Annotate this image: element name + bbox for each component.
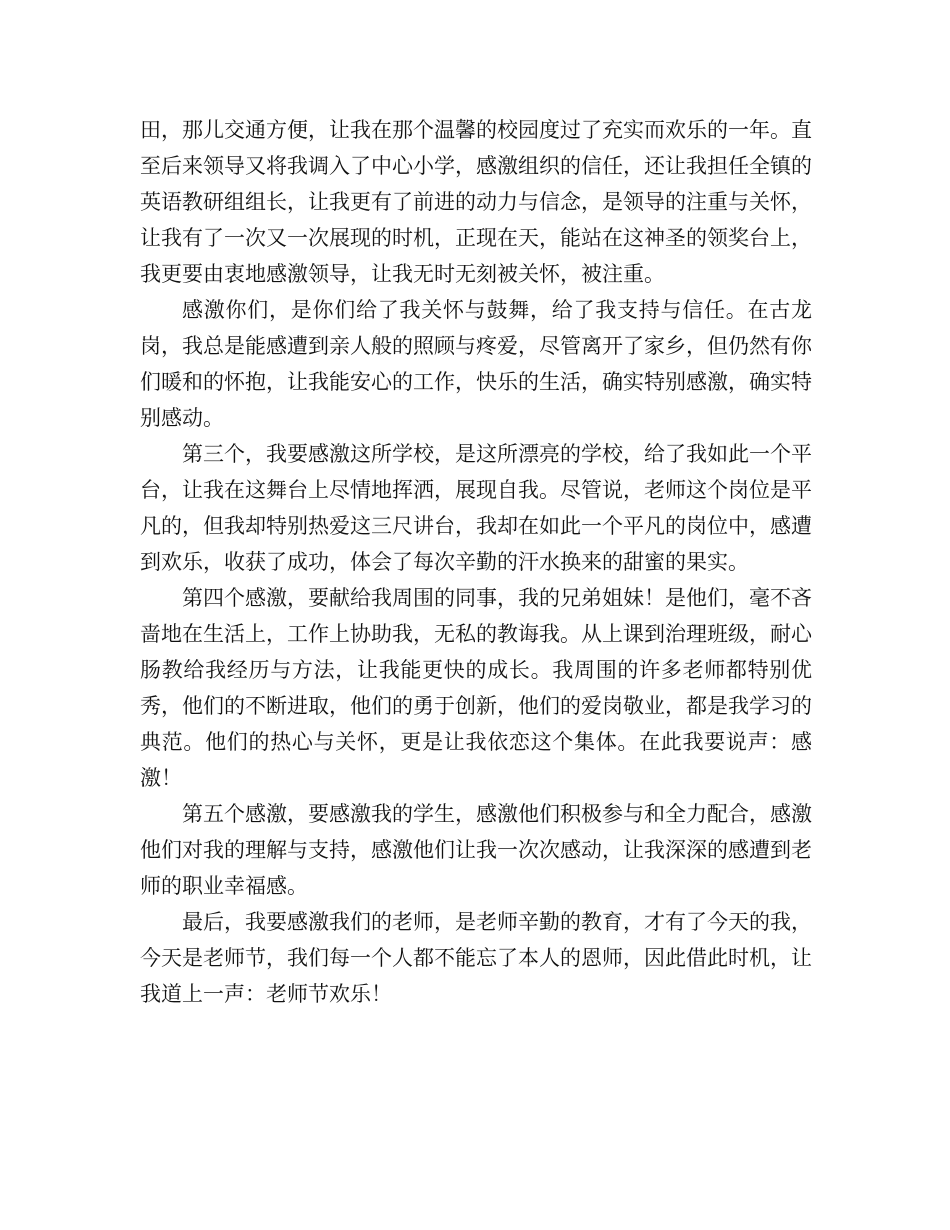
paragraph-2: 感激你们，是你们给了我关怀与鼓舞，给了我支持与信任。在古龙岗，我总是能感遭到亲人般的照顾与疼爱，尽管离开了家乡，但仍然有你们暖和的怀抱，让我能安心的工作，快乐的生活，确实特别感激，确实特别感动。 [140, 298, 812, 430]
paragraph-4: 第四个感激，要献给我周围的同事，我的兄弟姐妹！是他们，毫不吝啬地在生活上，工作上协助我，无私的教诲我。从上课到治理班级，耐心肠教给我经历与方法，让我能更快的成长。我周围的许多老师都特别优秀，他们的不断进取，他们的勇于创新，他们的爱岗敬业，都是我学习的典范。他们的热心与关怀，更是让我依恋这个集体。在此我要说声：感激！ [140, 586, 812, 790]
paragraph-3: 第三个，我要感激这所学校，是这所漂亮的学校，给了我如此一个平台，让我在这舞台上尽情地挥洒，展现自我。尽管说，老师这个岗位是平凡的，但我却特别热爱这三尺讲台，我却在如此一个平凡的岗位中，感遭到欢乐，收获了成功，体会了每次辛勤的汗水换来的甜蜜的果实。 [140, 442, 812, 574]
document-body [140, 112, 812, 1012]
paragraph-1: 田，那儿交通方便，让我在那个温馨的校园度过了充实而欢乐的一年。直至后来领导又将我调入了中心小学，感激组织的信任，还让我担任全镇的英语教研组组长，让我更有了前进的动力与信念，是领导的注重与关怀，让我有了一次又一次展现的时机，正现在天，能站在这神圣的领奖台上，我更要由衷地感激领导，让我无时无刻被关怀，被注重。 [140, 118, 812, 286]
paragraph-6: 最后，我要感激我们的老师，是老师辛勤的教育，才有了今天的我，今天是老师节，我们每一个人都不能忘了本人的恩师，因此借此时机，让我道上一声：老师节欢乐！ [140, 910, 812, 1006]
paragraph-5: 第五个感激，要感激我的学生，感激他们积极参与和全力配合，感激他们对我的理解与支持，感激他们让我一次次感动，让我深深的感遭到老师的职业幸福感。 [140, 802, 812, 898]
